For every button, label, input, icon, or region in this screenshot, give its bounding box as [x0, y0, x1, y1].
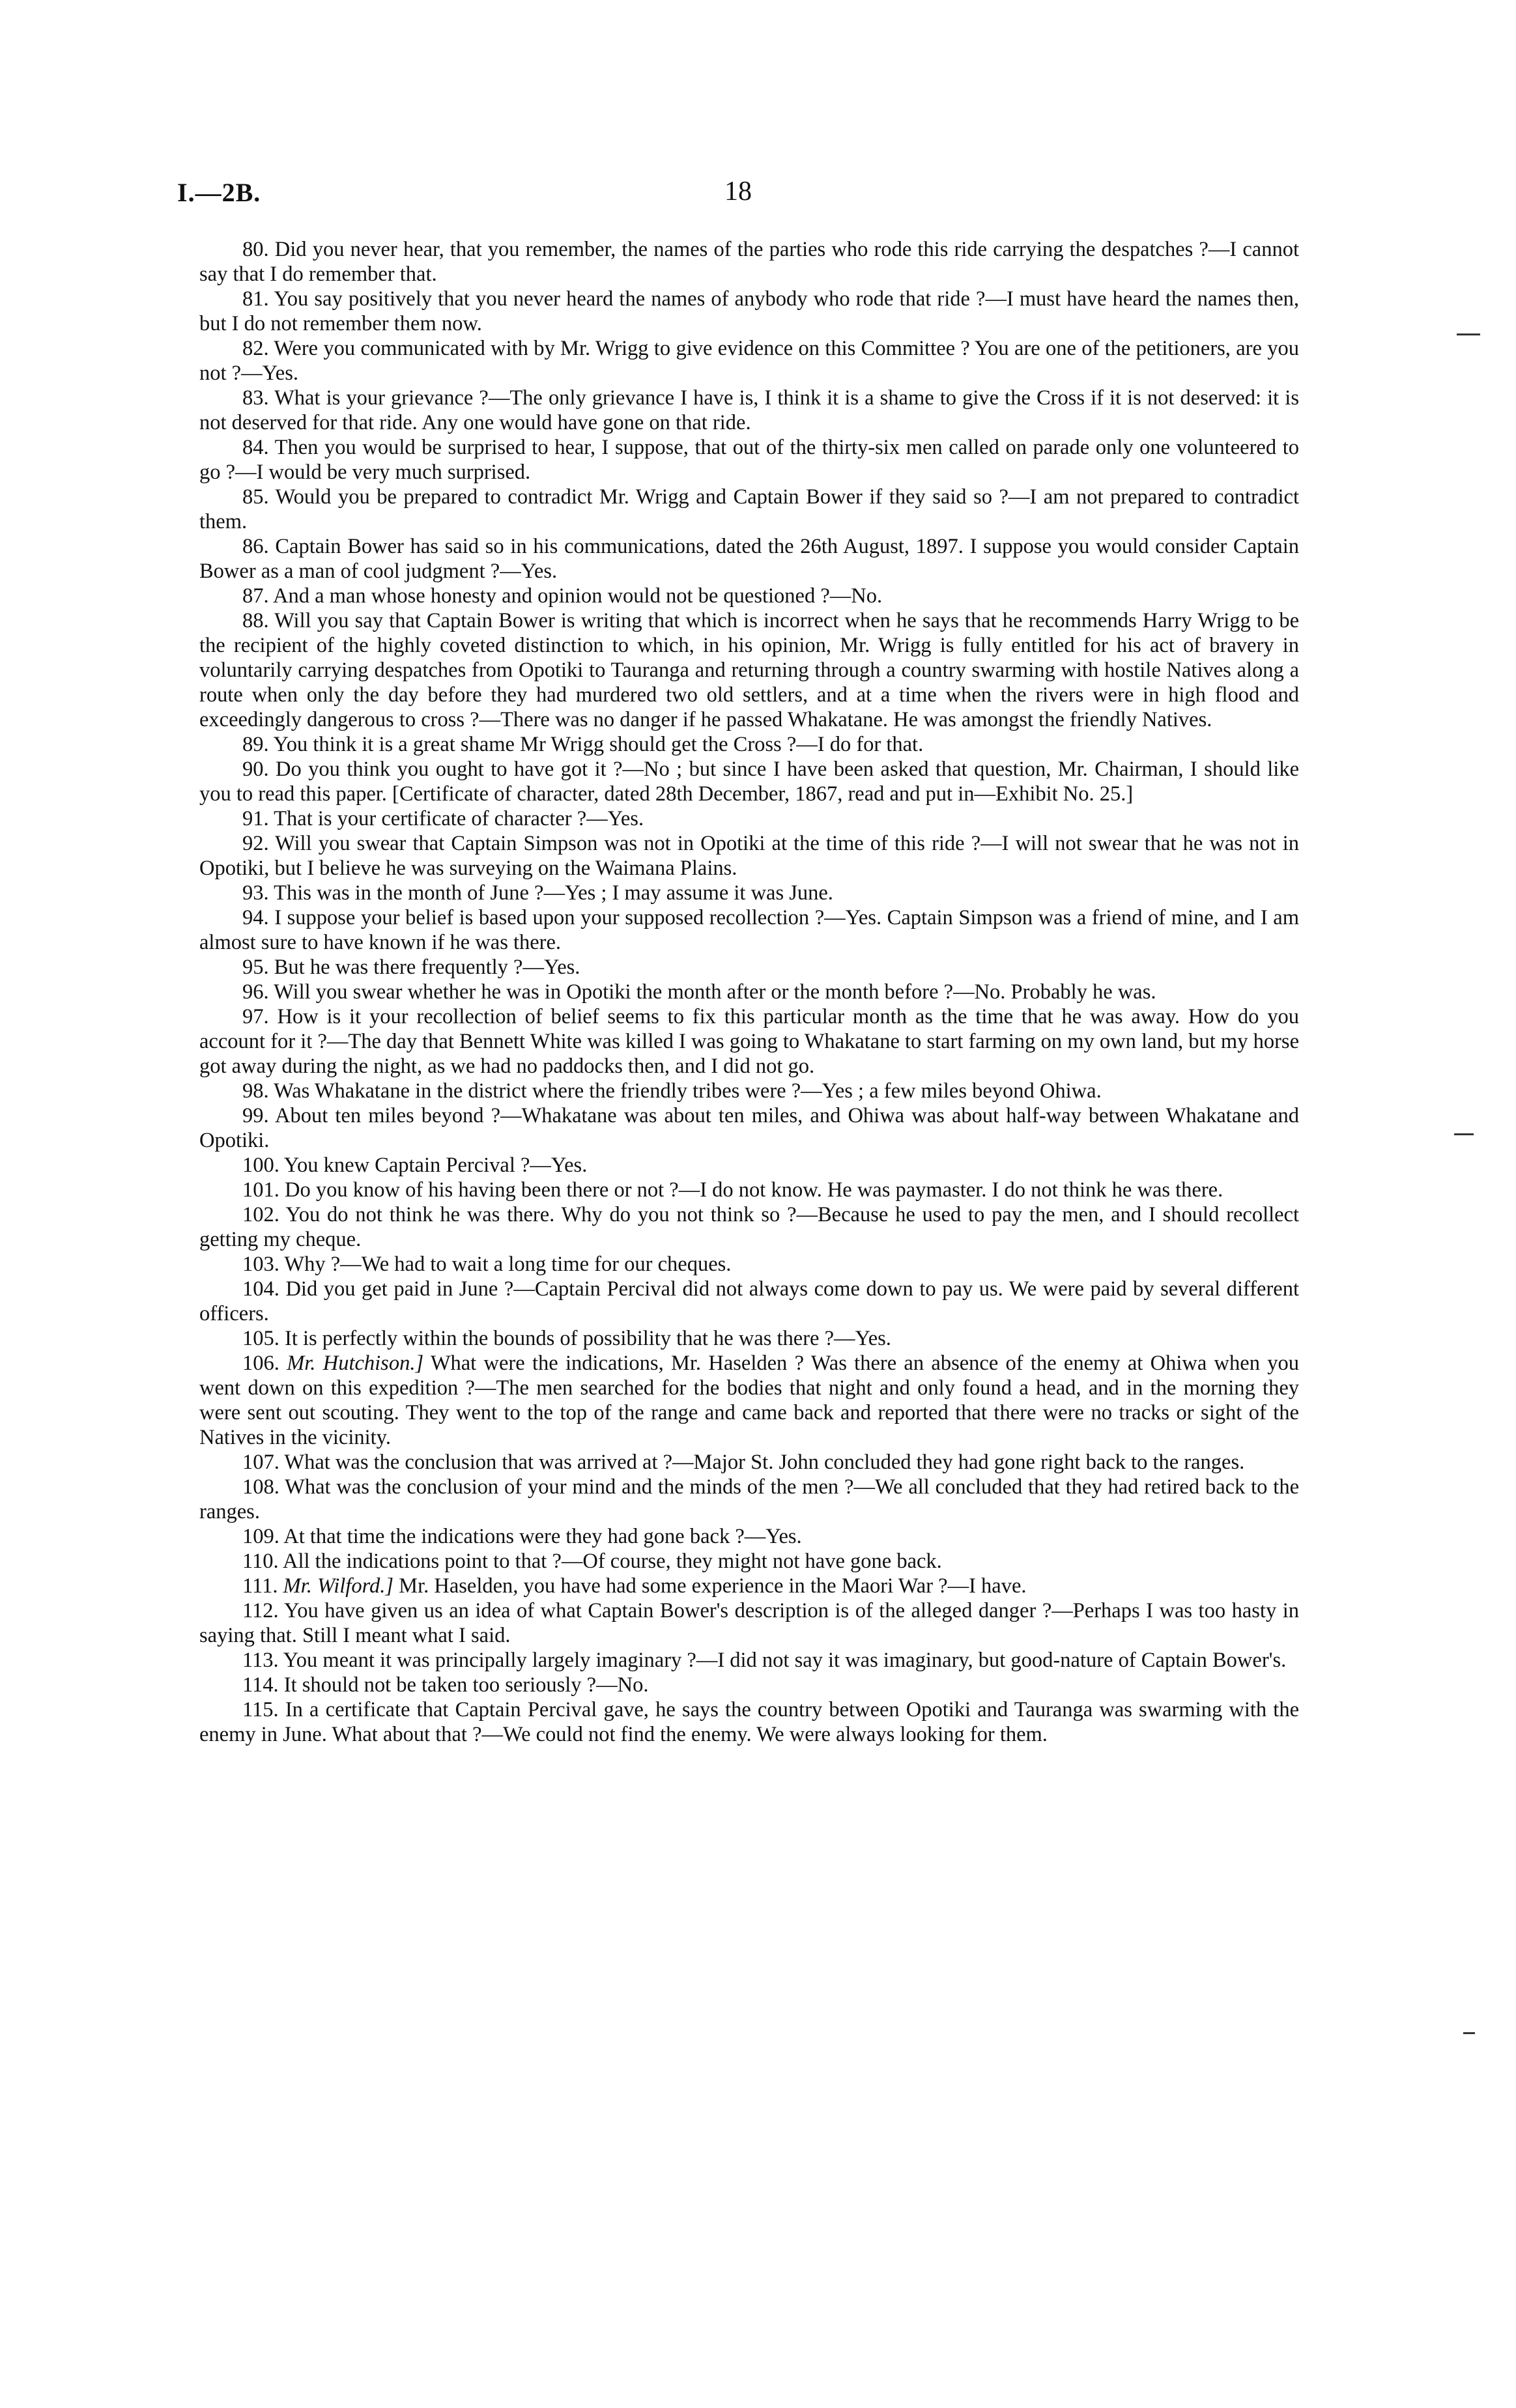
- qa-paragraph: [199, 1004, 1299, 1079]
- question-answer-text: Do you think you ought to have got it ?—No ; but since I have been asked that question, Mr. Chairman, I should like you to read this paper. [Certificate of character, dated 28th December, 1867, read and put in—Exhibit No. 25.]: [199, 758, 1300, 806]
- question-answer-text: About ten miles beyond ?—Whakatane was about ten miles, and Ohiwa was about half-way between Whakatane and Opotiki.: [199, 1104, 1299, 1152]
- qa-paragraph: [199, 732, 1299, 757]
- margin-mark: [1463, 2032, 1475, 2034]
- question-answer-text: Then you would be surprised to hear, I suppose, that out of the thirty-six men called on parade only one volunteered to go ?—I would be very much surprised.: [199, 436, 1299, 484]
- question-number: 109.: [242, 1525, 279, 1548]
- question-answer-text: But he was there frequently ?—Yes.: [274, 956, 580, 979]
- qa-paragraph: [199, 1524, 1299, 1549]
- speaker-name: Mr. Wilford.]: [283, 1574, 394, 1598]
- question-answer-text: Will you swear that Captain Simpson was not in Opotiki at the time of this ride ?—I will not swear that he was not in Opotiki, but I believe he was surveying on the Waimana Plains.: [199, 832, 1299, 880]
- evidence-text: [199, 237, 1299, 1747]
- question-number: 81.: [242, 287, 269, 311]
- question-number: 88.: [242, 609, 269, 632]
- question-answer-text: In a certificate that Captain Percival gave, he says the country between Opotiki and Tauranga was swarming with the enemy in June. What about that ?—We could not find the enemy. We were always looking for them.: [199, 1698, 1299, 1746]
- question-number: 102.: [242, 1203, 279, 1226]
- question-answer-text: Captain Bower has said so in his communications, dated the 26th August, 1897. I suppose you would consider Captain Bower as a man of cool judgment ?—Yes.: [199, 535, 1300, 583]
- qa-paragraph: [199, 1153, 1299, 1178]
- question-number: 112.: [242, 1599, 279, 1622]
- question-answer-text: Did you get paid in June ?—Captain Percival did not always come down to pay us. We were paid by several different officers.: [199, 1277, 1299, 1325]
- question-number: 107.: [242, 1451, 279, 1474]
- qa-paragraph: [199, 980, 1299, 1004]
- qa-paragraph: [199, 485, 1299, 534]
- qa-paragraph: [199, 806, 1299, 831]
- question-answer-text: At that time the indications were they had gone back ?—Yes.: [283, 1525, 802, 1548]
- question-answer-text: You think it is a great shame Mr Wrigg should get the Cross ?—I do for that.: [273, 733, 924, 756]
- qa-paragraph: [199, 1326, 1299, 1351]
- question-number: 82.: [242, 337, 269, 360]
- qa-paragraph: [199, 1277, 1299, 1326]
- question-number: 106.: [242, 1352, 279, 1375]
- question-answer-text: You knew Captain Percival ?—Yes.: [283, 1154, 588, 1177]
- question-number: 115.: [242, 1698, 279, 1721]
- qa-paragraph: [199, 1079, 1299, 1103]
- question-answer-text: You have given us an idea of what Captain Bower's description is of the alleged danger ?—Perhaps I was too hasty in saying that. Still I meant what I said.: [199, 1599, 1299, 1647]
- question-number: 99.: [242, 1104, 269, 1127]
- question-answer-text: You meant it was principally largely imaginary ?—I did not say it was imaginary, but good-nature of Captain Bower's.: [283, 1649, 1287, 1672]
- question-number: 80.: [242, 238, 269, 261]
- question-answer-text: What was the conclusion of your mind and the minds of the men ?—We all concluded that they had retired back to the ranges.: [199, 1475, 1299, 1523]
- question-answer-text: Did you never hear, that you remember, the names of the parties who rode this ride carrying the despatches ?—I cannot say that I do remember that.: [199, 238, 1300, 286]
- qa-paragraph: [199, 287, 1299, 336]
- qa-paragraph: [199, 1351, 1299, 1450]
- question-number: 111.: [242, 1574, 278, 1598]
- qa-paragraph: [199, 1648, 1299, 1673]
- question-answer-text: Why ?—We had to wait a long time for our cheques.: [284, 1253, 732, 1276]
- qa-paragraph: [199, 336, 1299, 386]
- question-number: 110.: [242, 1550, 279, 1573]
- question-answer-text: Will you say that Captain Bower is writing that which is incorrect when he says that he recommends Harry Wrigg to be the recipient of the highly coveted distinction to which, in his opinion, Mr. Wrigg is fully entitled for his act of bravery in voluntarily carrying despatches from Opotiki to Tauranga and returning through a country swarming with hostile Natives along a route when only the day before they had murdered two old settlers, and at a time when the rivers were in high flood and exceedingly dangerous to cross ?—There was no danger if he passed Whakatane. He was amongst the friendly Natives.: [199, 609, 1299, 731]
- question-answer-text: And a man whose honesty and opinion would not be questioned ?—No.: [272, 584, 883, 608]
- qa-paragraph: [199, 1202, 1299, 1252]
- qa-paragraph: [199, 1178, 1299, 1202]
- speaker-name: Mr. Hutchison.]: [287, 1352, 424, 1375]
- question-number: 95.: [242, 956, 269, 979]
- qa-paragraph: [199, 955, 1299, 980]
- question-answer-text: That is your certificate of character ?—Yes.: [274, 807, 644, 830]
- question-number: 85.: [242, 485, 269, 509]
- qa-paragraph: [199, 1252, 1299, 1277]
- question-number: 105.: [242, 1327, 279, 1350]
- question-answer-text: Were you communicated with by Mr. Wrigg to give evidence on this Committee ? You are one of the petitioners, are you not ?—Yes.: [199, 337, 1299, 385]
- qa-paragraph: [199, 1450, 1299, 1475]
- question-number: 87.: [242, 584, 269, 608]
- qa-paragraph: [199, 1549, 1299, 1574]
- question-number: 91.: [242, 807, 269, 830]
- question-answer-text: Will you swear whether he was in Opotiki the month after or the month before ?—No. Probably he was.: [274, 980, 1156, 1004]
- question-number: 93.: [242, 881, 269, 905]
- question-answer-text: You say positively that you never heard the names of anybody who rode that ride ?—I must have heard the names then, but I do not remember them now.: [199, 287, 1300, 335]
- question-answer-text: This was in the month of June ?—Yes ; I may assume it was June.: [274, 881, 833, 905]
- qa-paragraph: [199, 1574, 1299, 1598]
- question-answer-text: It is perfectly within the bounds of possibility that he was there ?—Yes.: [285, 1327, 891, 1350]
- question-answer-text: You do not think he was there. Why do you not think so ?—Because he used to pay the men, and I should recollect getting my cheque.: [199, 1203, 1300, 1251]
- qa-paragraph: [199, 1598, 1299, 1648]
- question-number: 84.: [242, 436, 269, 459]
- question-number: 113.: [242, 1649, 279, 1672]
- qa-paragraph: [199, 881, 1299, 905]
- question-number: 94.: [242, 906, 269, 929]
- margin-mark: [1457, 333, 1480, 335]
- question-answer-text: Would you be prepared to contradict Mr. Wrigg and Captain Bower if they said so ?—I am not prepared to contradict them.: [199, 485, 1299, 533]
- qa-paragraph: [199, 237, 1299, 287]
- question-number: 83.: [242, 386, 269, 410]
- question-answer-text: Was Whakatane in the district where the friendly tribes were ?—Yes ; a few miles beyond Ohiwa.: [274, 1079, 1102, 1103]
- document-reference: I.—2B.: [177, 178, 261, 207]
- question-number: 96.: [242, 980, 269, 1004]
- question-number: 104.: [242, 1277, 279, 1301]
- qa-paragraph: [199, 831, 1299, 881]
- question-number: 97.: [242, 1005, 269, 1028]
- qa-paragraph: [199, 386, 1299, 435]
- question-answer-text: I suppose your belief is based upon your supposed recollection ?—Yes. Captain Simpson was a friend of mine, and I am almost sure to have known if he was there.: [199, 906, 1300, 954]
- qa-paragraph: [199, 757, 1299, 806]
- qa-paragraph: [199, 1103, 1299, 1153]
- question-answer-text: It should not be taken too seriously ?—No.: [283, 1673, 649, 1697]
- qa-paragraph: [199, 534, 1299, 584]
- question-answer-text: How is it your recollection of belief seems to fix this particular month as the time that he was away. How do you account for it ?—The day that Bennett White was killed I was going to Whakatane to start farming on my own land, but my horse got away during the night, as we had no paddocks then, and I did not go.: [199, 1005, 1299, 1078]
- qa-paragraph: [199, 1697, 1299, 1747]
- question-number: 86.: [242, 535, 269, 558]
- qa-paragraph: [199, 435, 1299, 485]
- question-answer-text: What were the indications, Mr. Haselden ? Was there an absence of the enemy at Ohiwa when you went down on this expedition ?—The men searched for the bodies that night and only found a head, and in the morning they were sent out scouting. They went to the top of the range and came back and reported that there were no tracks or sight of the Natives in the vicinity.: [199, 1352, 1299, 1449]
- question-number: 114.: [242, 1673, 279, 1697]
- qa-paragraph: [199, 584, 1299, 608]
- question-number: 100.: [242, 1154, 279, 1177]
- question-answer-text: All the indications point to that ?—Of course, they might not have gone back.: [283, 1550, 942, 1573]
- question-answer-text: Mr. Haselden, you have had some experience in the Maori War ?—I have.: [399, 1574, 1027, 1598]
- question-number: 108.: [242, 1475, 279, 1499]
- question-number: 89.: [242, 733, 269, 756]
- page-number: 18: [724, 177, 752, 206]
- question-number: 92.: [242, 832, 269, 855]
- question-answer-text: What is your grievance ?—The only grievance I have is, I think it is a shame to give the Cross if it is not deserved: it is not deserved for that ride. Any one would have gone on that ride.: [199, 386, 1299, 434]
- margin-mark: [1454, 1133, 1474, 1135]
- qa-paragraph: [199, 1673, 1299, 1697]
- qa-paragraph: [199, 608, 1299, 732]
- question-number: 98.: [242, 1079, 269, 1103]
- qa-paragraph: [199, 1475, 1299, 1524]
- question-answer-text: What was the conclusion that was arrived at ?—Major St. John concluded they had gone right back to the ranges.: [284, 1451, 1245, 1474]
- question-number: 90.: [242, 758, 269, 781]
- qa-paragraph: [199, 905, 1299, 955]
- question-number: 101.: [242, 1178, 279, 1202]
- question-answer-text: Do you know of his having been there or not ?—I do not know. He was paymaster. I do not think he was there.: [285, 1178, 1223, 1202]
- question-number: 103.: [242, 1253, 279, 1276]
